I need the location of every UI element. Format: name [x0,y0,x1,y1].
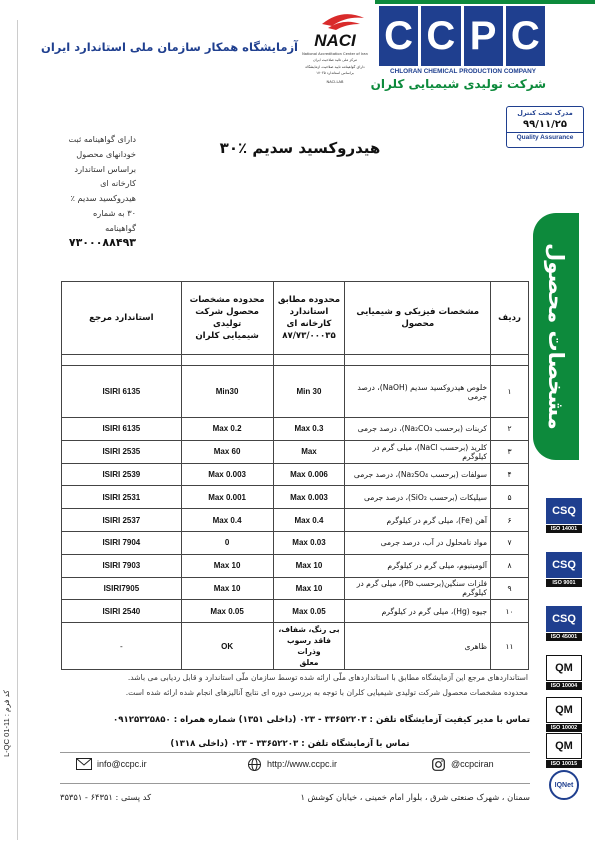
row-standard-limit: Min 30 [273,366,345,418]
certificate-number: ۷۳۰۰۰۸۸۴۹۳ [68,235,136,249]
naci-logo [302,10,368,88]
row-reference: ISIRI 7903 [62,554,182,577]
qm-logo-icon: QM [546,655,582,681]
row-number: ۲ [491,418,529,441]
cert-label: ISO 10004 [546,682,582,690]
row-ccpc-limit: Max 0.05 [181,600,273,623]
row-standard-limit: Max [273,440,345,463]
website-contact[interactable] [246,758,337,770]
product-title: هیدروکسید سدیم ٪۳۰ [219,139,381,157]
quality-manager-contact: تماس با مدیر کیفیت آزمایشگاه تلفن : ۳۳۶۵۲۲۰۳ - ۰۲۳ (داخلی ۱۳۵۱) شماره همراه : ۰۹۱۲۵۳۲۵۸۵۰ [113,715,530,725]
row-ccpc-limit: Max 60 [181,440,273,463]
row-description: خلوص هیدروکسید سدیم (NaOH)، درصد جرمی [345,366,491,418]
instagram-text[interactable]: @ccpciran [451,759,494,769]
row-standard-limit [273,623,345,670]
email-contact[interactable] [76,758,147,770]
globe-icon [246,758,262,770]
row-standard-limit: Max 10 [273,577,345,600]
standard-info [24,132,136,250]
row-reference: ISIRI 2531 [62,486,182,509]
row-reference: ISIRI 2537 [62,509,182,532]
row-reference: - [62,623,182,670]
row-ccpc-limit: Min30 [181,366,273,418]
row-ccpc-limit: Max 0.4 [181,509,273,532]
table-header-row [62,282,529,355]
row-description: آهن (Fe)، میلی گرم در کیلوگرم [345,509,491,532]
csq-logo-icon: CSQ [546,552,582,578]
naci-emblem-icon [302,10,368,52]
header-row-number: ردیف [491,282,529,355]
footer-divider [60,783,530,784]
email-text[interactable]: info@ccpc.ir [97,759,147,769]
table-row [62,486,529,509]
row-reference: ISIRI7905 [62,577,182,600]
row-description: ظاهری [345,623,491,670]
header-line: کارخانه ای [286,319,332,329]
note-line: استانداردهای مرجع این آزمایشگاه مطابق با استانداردهای ملّی ارائه شده توسط سازمان ملّی استاندارد و قابل ردیابی می باشد. [127,673,528,682]
row-reference: ISIRI 2535 [62,440,182,463]
row-reference: ISIRI 6135 [62,418,182,441]
row-number: ۷ [491,531,529,554]
qm-logo-icon: QM [546,733,582,759]
lab-title: آزمایشگاه همکار سازمان ملی استاندارد ایران [41,40,298,54]
address-text: سمنان ، شهرک صنعتی شرق ، بلوار امام خمینی ، خیابان کوشش ۱ [300,792,530,802]
row-number: ۱ [491,366,529,418]
row-description: جیوه (Hg)، میلی گرم در کیلوگرم [345,600,491,623]
website-text[interactable]: http://www.ccpc.ir [267,759,338,769]
row-reference: ISIRI 6135 [62,366,182,418]
envelope-icon [76,758,92,770]
cert-iso-10015 [546,733,582,768]
instagram-icon [430,758,446,770]
row-number: ۵ [491,486,529,509]
postal-code: کد پستی : ۶۴۳۵۱ - ۳۵۳۵۱ [60,792,152,802]
standard-info-line: ۳۰ به شماره [92,207,136,218]
header-line: محدوده مشخصات [189,295,265,305]
row-number: ۱۰ [491,600,529,623]
table-row [62,366,529,418]
company-name-en: CHLORAN CHEMICAL PRODUCTION COMPANY [389,68,537,75]
naci-text: براساس استاندارد ۱۷۰۲۵ [316,71,354,75]
header-standard-limit [273,282,345,355]
row-standard-limit: Max 0.3 [273,418,345,441]
standard-info-line: براساس استاندارد [74,163,136,174]
table-row [62,440,529,463]
standard-info-line: دارای گواهینامه ثبت [68,134,136,144]
spec-table [61,281,529,670]
row-ccpc-limit: Max 0.003 [181,463,273,486]
ccpc-letter: C [379,6,418,66]
row-description: کربنات (برحسب Na₂CO₃)، درصد جرمی [345,418,491,441]
row-standard-limit: Max 0.03 [273,531,345,554]
table-row [62,600,529,623]
form-code-text: L-QC 01-11 : کد فرم [2,690,11,757]
qa-stamp-date: ۹۹/۱۱/۲۵ [523,119,567,130]
qa-stamp [506,106,584,148]
row-number: ۶ [491,509,529,532]
appearance-line: فاقد رسوب وذرات [286,636,331,657]
cert-label: ISO 10015 [546,760,582,768]
table-row [62,577,529,600]
row-ccpc-limit: Max 10 [181,577,273,600]
cert-iso-14001 [546,498,582,533]
ccpc-letter: C [421,6,460,66]
cert-label: ISO 14001 [546,525,582,533]
table-row [62,554,529,577]
standard-info-line: کارخانه ای [100,178,136,189]
cert-iso-9001 [546,552,582,587]
naci-text: National Accreditation Center of Iran [302,52,368,56]
footer-divider [60,752,530,753]
row-description: فلزات سنگین(برحسب Pb)، میلی گرم در کیلوگرم [345,577,491,600]
ccpc-logo [379,6,545,66]
notes [60,670,528,700]
naci-text: دارای گواهینامه تایید صلاحیت آزمایشگاه [305,65,365,69]
standard-info-line: خودانهای محصول [76,148,136,159]
row-standard-limit: Max 0.05 [273,600,345,623]
header-line: محدوده مطابق [277,295,341,305]
ccpc-accent-bar [375,0,595,4]
row-number: ۴ [491,463,529,486]
header-ccpc-limit [181,282,273,355]
row-ccpc-limit: 0 [181,531,273,554]
iqnet-logo-icon: IQNet [549,770,579,800]
naci-text: مرکز ملی تائید صلاحیت ایران [313,58,357,62]
form-code [0,690,14,830]
lab-contact: تماس با آزمایشگاه تلفن : ۳۳۶۵۲۲۰۳ - ۰۲۳ (داخلی ۱۳۱۸) [170,739,410,749]
left-frame-line [17,20,18,840]
standard-info-line: گواهینامه [105,222,136,233]
ccpc-letter: C [506,6,545,66]
product-specs-tab [533,213,579,460]
qa-stamp-footer: Quality Assurance [507,132,583,141]
table-spacer-row [62,355,529,366]
row-number: ۹ [491,577,529,600]
cert-label: ISO 45001 [546,633,582,641]
row-ccpc-limit: Max 0.2 [181,418,273,441]
row-reference: ISIRI 7904 [62,531,182,554]
cert-label: ISO 10002 [546,724,582,732]
row-number: ۸ [491,554,529,577]
row-ccpc-limit: Max 10 [181,554,273,577]
naci-wordmark: NACI [314,31,356,50]
csq-logo-icon: CSQ [546,606,582,632]
cert-iqnet [546,770,582,800]
cert-label: ISO 9001 [546,579,582,587]
row-standard-limit: Max 10 [273,554,345,577]
cert-iso-45001 [546,606,582,641]
appearance-line: معلق [299,658,319,668]
row-description: سولفات (برحسب Na₂SO₄)، درصد جرمی [345,463,491,486]
row-number: ۳ [491,440,529,463]
header-line: محصول شرکت تولیدی [195,307,259,329]
instagram-contact[interactable] [430,758,494,770]
row-ccpc-limit: OK [181,623,273,670]
naci-text: NACI-LAB [326,80,344,84]
cert-iso-10004 [546,655,582,690]
row-reference: ISIRI 2539 [62,463,182,486]
ccpc-letter: P [464,6,503,66]
header-description: مشخصات فیزیکی و شیمیایی محصول [345,282,491,355]
row-number: ۱۱ [491,623,529,670]
table-row [62,463,529,486]
row-description: آلومینیوم، میلی گرم در کیلوگرم [345,554,491,577]
row-description: کلرید (برحسب NaCl)، میلی گرم در کیلوگرم [345,440,491,463]
qm-logo-icon: QM [546,697,582,723]
cert-iso-10002 [546,697,582,732]
table-row [62,531,529,554]
qa-stamp-title: مدرک تحت کنترل [517,109,573,117]
table-row [62,509,529,532]
standard-info-line: هیدروکسید سدیم ٪ [70,193,136,204]
header-reference-standard: استاندارد مرجع [62,282,182,355]
row-standard-limit: Max 0.003 [273,486,345,509]
address [60,792,530,802]
header-line: ۸۷/۷۳/۰۰۰۳۵ [282,331,336,341]
row-description: مواد نامحلول در آب، درصد جرمی [345,531,491,554]
row-standard-limit: Max 0.4 [273,509,345,532]
table-row [62,418,529,441]
row-description: سیلیکات (برحسب SiO₂)، درصد جرمی [345,486,491,509]
header-line: شیمیایی کلران [195,331,259,341]
header-line: استاندارد [289,307,329,317]
table-row [62,623,529,670]
row-standard-limit: Max 0.006 [273,463,345,486]
company-name-fa: شرکت تولیدی شیمیایی کلران [370,77,546,91]
note-line: محدوده مشخصات محصول شرکت تولیدی شیمیایی کلران با توجه به بررسی دوره ای نتایج آنالیزهای انجام شده ارائه شده است. [125,688,528,697]
product-specs-tab-label: مشخصات محصول [544,243,568,430]
row-reference: ISIRI 2540 [62,600,182,623]
csq-logo-icon: CSQ [546,498,582,524]
appearance-line: بی رنگ، شفاف، [278,625,340,635]
row-ccpc-limit: Max 0.001 [181,486,273,509]
